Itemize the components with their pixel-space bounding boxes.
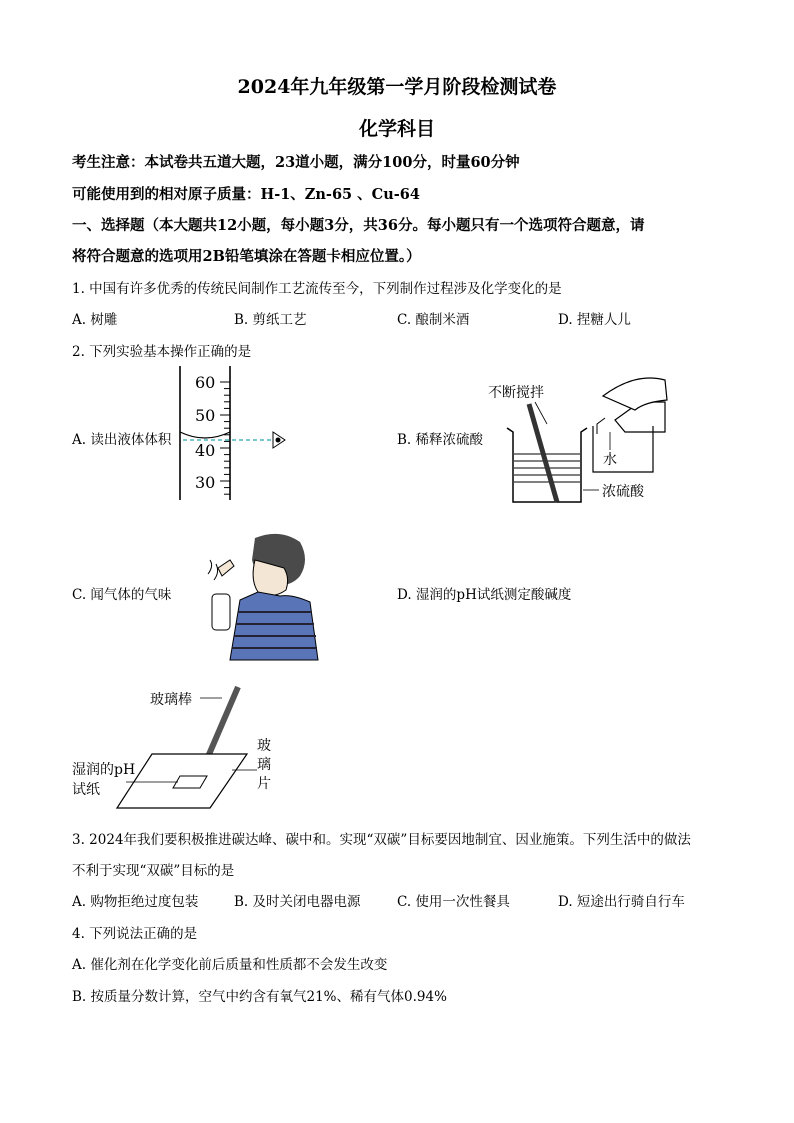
q1-option-b: B. 剪纸工艺 [234,312,307,328]
label-stir: 不断搅拌 [488,385,544,401]
cylinder-tick-label-60: 60 [195,373,216,392]
label-glass-char-1: 玻 [257,738,271,754]
q1-option-a: A. 树雕 [72,312,118,328]
label-glass-char-2: 璃 [257,757,271,773]
wafting-lines [208,560,218,580]
q2-option-c: C. 闻气体的气味 [72,587,172,603]
q3-option-d: D. 短途出行骑自行车 [558,894,685,910]
cylinder-tick-label-30: 30 [195,473,216,492]
q3-option-c: C. 使用一次性餐具 [397,894,510,910]
label-acid: 浓硫酸 [602,484,644,500]
q1-option-c: C. 酿制米酒 [397,312,470,328]
q4-option-a: A. 催化剂在化学变化前后质量和性质都不会发生改变 [72,957,388,973]
label-wet-ph: 湿润的pH [72,762,136,778]
eye-icon [273,432,285,448]
graduated-cylinder-figure [175,364,300,504]
q1-option-d: D. 捏糖人儿 [558,312,631,328]
smelling-gas-figure [200,530,325,662]
exam-title: 2024年九年级第一学月阶段检测试卷 [237,76,557,98]
q2-option-a: A. 读出液体体积 [72,432,172,448]
section-heading-line2: 将符合题意的选项用2B铅笔填涂在答题卡相应位置。） [72,248,421,265]
liquid-meniscus [180,432,230,438]
inner-container [593,426,653,472]
glass-rod [529,404,557,502]
subject-title: 化学科目 [358,118,435,140]
q2-option-b: B. 稀释浓硫酸 [397,432,484,448]
ph-paper-figure [72,682,287,814]
dilution-figure [485,362,670,507]
q4-option-b: B. 按质量分数计算，空气中约含有氧气21%、稀有气体0.94% [72,989,447,1005]
pouring-stream [597,418,605,434]
q3-stem-line2: 不利于实现“双碳”目标的是 [72,863,235,879]
q3-option-a: A. 购物拒绝过度包装 [72,894,199,910]
waving-hand [218,560,234,576]
cylinder-scale-ticks [220,382,230,494]
label-water: 水 [603,452,617,468]
label-test-paper: 试纸 [72,782,100,798]
atomic-mass-note: 可能使用到的相对原子质量：H-1、Zn-65 、Cu-64 [72,186,420,203]
candidate-notice: 考生注意：本试卷共五道大题，23道小题，满分100分，时量60分钟 [72,154,520,171]
gas-bottle [212,594,230,630]
q2-stem: 2. 下列实验基本操作正确的是 [72,344,252,360]
q3-option-b: B. 及时关闭电器电源 [234,894,361,910]
cylinder-tick-label-40: 40 [195,441,216,460]
q2-option-d: D. 湿润的pH试纸测定酸碱度 [397,587,572,603]
label-glass-char-3: 片 [257,776,271,792]
cylinder-tick-label-50: 50 [195,406,216,425]
label-glass-rod: 玻璃棒 [150,692,192,708]
striped-shirt [230,592,318,660]
q4-stem: 4. 下列说法正确的是 [72,926,198,942]
section-heading-line1: 一、选择题（本大题共12小题，每小题3分，共36分。每小题只有一个选项符合题意，请 [72,217,645,234]
q3-stem-line1: 3. 2024年我们要积极推进碳达峰、碳中和。实现“双碳”目标要因地制宜、因业施策。下列生活中的做法 [72,832,691,848]
stir-pointer [535,402,547,424]
q1-stem: 1. 中国有许多优秀的传统民间制作工艺流传至今，下列制作过程涉及化学变化的是 [72,281,562,297]
